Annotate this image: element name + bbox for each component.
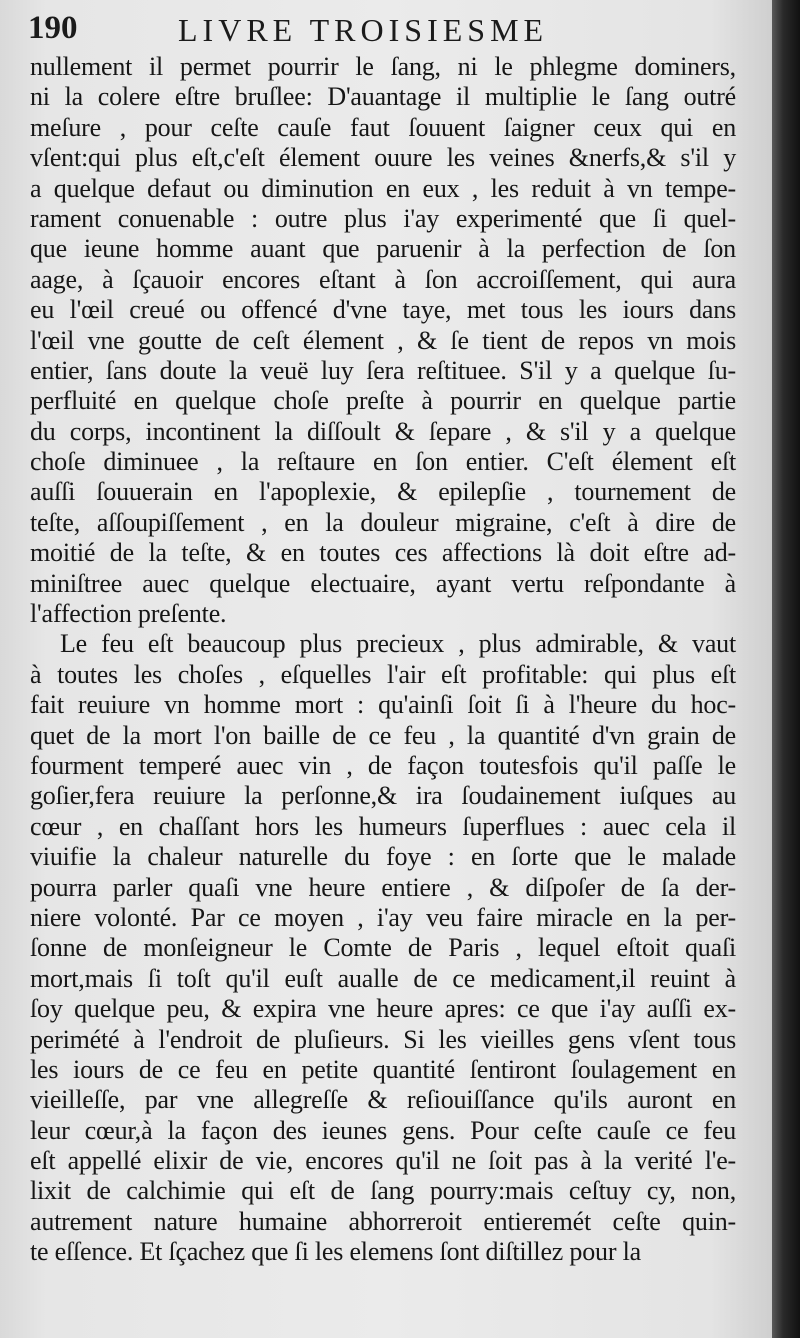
text-line: viuifie la chaleur naturelle du foye : en ſorte que le malade <box>30 842 736 872</box>
text-line: à toutes les choſes , eſquelles l'air eſt profitable: qui plus eſt <box>30 659 736 689</box>
text-line: teſte, aſſoupiſſement , en la douleur migraine, c'eſt à dire de <box>30 507 736 537</box>
text-line: lixit de calchimie qui eſt de ſang pourry:mais ceſtuy cy, non, <box>30 1176 736 1206</box>
text-line: quet de la mort l'on baille de ce feu , la quantité d'vn grain de <box>30 720 736 750</box>
text-line: autrement nature humaine abhorreroit entieremét ceſte quin- <box>30 1206 736 1236</box>
running-title: LIVRE TROISIESME <box>178 12 549 48</box>
text-line: perimété à l'endroit de pluſieurs. Si les vieilles gens vſent tous <box>30 1024 736 1054</box>
text-line: nullement il permet pourrir le ſang, ni le phlegme dominers, <box>30 52 736 81</box>
text-line: te eſſence. Et ſçachez que ſi les elemens ſont diſtillez pour la <box>30 1237 641 1267</box>
text-line: cœur , en chaſſant hors les humeurs ſuperflues : auec cela il <box>30 811 736 841</box>
text-line: ni la colere eſtre bruſlee: D'auantage il multiplie le ſang outré <box>30 82 736 112</box>
text-line: miniſtree auec quelque electuaire, ayant vertu reſpondante à <box>30 568 736 598</box>
text-line: l'œil vne goutte de ceſt élement , & ſe tient de repos vn mois <box>30 325 736 355</box>
text-line: pourra parler quaſi vne heure entiere , & diſpoſer de ſa der- <box>30 872 736 902</box>
text-line: auſſi ſouuerain en l'apoplexie, & epilepſie , tournement de <box>30 477 736 507</box>
text-line: vieilleſſe, par vne allegreſſe & reſiouiſſance qu'ils auront en <box>30 1085 736 1115</box>
body-text <box>30 52 736 1268</box>
text-line: goſier,fera reuiure la perſonne,& ira ſoudainement iuſques au <box>30 781 736 811</box>
text-line: eſt appellé elixir de vie, encores qu'il ne ſoit pas à la verité l'e- <box>30 1146 736 1176</box>
text-line: que ieune homme auant que paruenir à la perfection de ſon <box>30 234 736 264</box>
text-line: l'affection preſente. <box>30 599 227 629</box>
text-line: choſe diminuee , la reſtaure en ſon entier. C'eſt élement eſt <box>30 447 736 477</box>
text-line: ſoy quelque peu, & expira vne heure apres: ce que i'ay auſſi ex- <box>30 994 736 1024</box>
text-line: vſent:qui plus eſt,c'eſt élement ouure les veines &nerfs,& s'il y <box>30 143 736 173</box>
text-line: perfluité en quelque choſe preſte à pourrir en quelque partie <box>30 386 736 416</box>
text-line: fourment temperé auec vin , de façon toutesfois qu'il paſſe le <box>30 750 736 780</box>
text-line: eu l'œil creué ou offencé d'vne taye, met tous les iours dans <box>30 295 736 325</box>
page-header <box>28 6 740 52</box>
page-edge-shadow <box>772 0 800 1338</box>
text-line: du corps, incontinent la diſſoult & ſepare , & s'il y a quelque <box>30 416 736 446</box>
text-line: ſonne de monſeigneur le Comte de Paris , lequel eſtoit quaſi <box>30 933 736 963</box>
text-line: fait reuiure vn homme mort : qu'ainſi ſoit ſi à l'heure du hoc- <box>30 690 736 720</box>
page-number: 190 <box>28 10 78 46</box>
text-line: aage, à ſçauoir encores eſtant à ſon accroiſſement, qui aura <box>30 264 736 294</box>
text-line: mort,mais ſi toſt qu'il euſt aualle de ce medicament,il reuint à <box>30 963 736 993</box>
text-line: entier, ſans doute la veuë luy ſera reſtituee. S'il y a quelque ſu- <box>30 355 736 385</box>
text-line: leur cœur,à la façon des ieunes gens. Pour ceſte cauſe ce feu <box>30 1115 736 1145</box>
text-line: meſure , pour ceſte cauſe faut ſouuent ſaigner ceux qui en <box>30 112 736 142</box>
text-line: a quelque defaut ou diminution en eux , les reduit à vn tempe- <box>30 173 736 203</box>
text-line: rament conuenable : outre plus i'ay experimenté que ſi quel- <box>30 203 736 233</box>
text-line: les iours de ce feu en petite quantité ſentiront ſoulagement en <box>30 1054 736 1084</box>
text-line: Le feu eſt beaucoup plus precieux , plus admirable, & vaut <box>60 629 736 659</box>
text-line: moitié de la teſte, & en toutes ces affections là doit eſtre ad- <box>30 538 736 568</box>
text-line: niere volonté. Par ce moyen , i'ay veu faire miracle en la per- <box>30 902 736 932</box>
